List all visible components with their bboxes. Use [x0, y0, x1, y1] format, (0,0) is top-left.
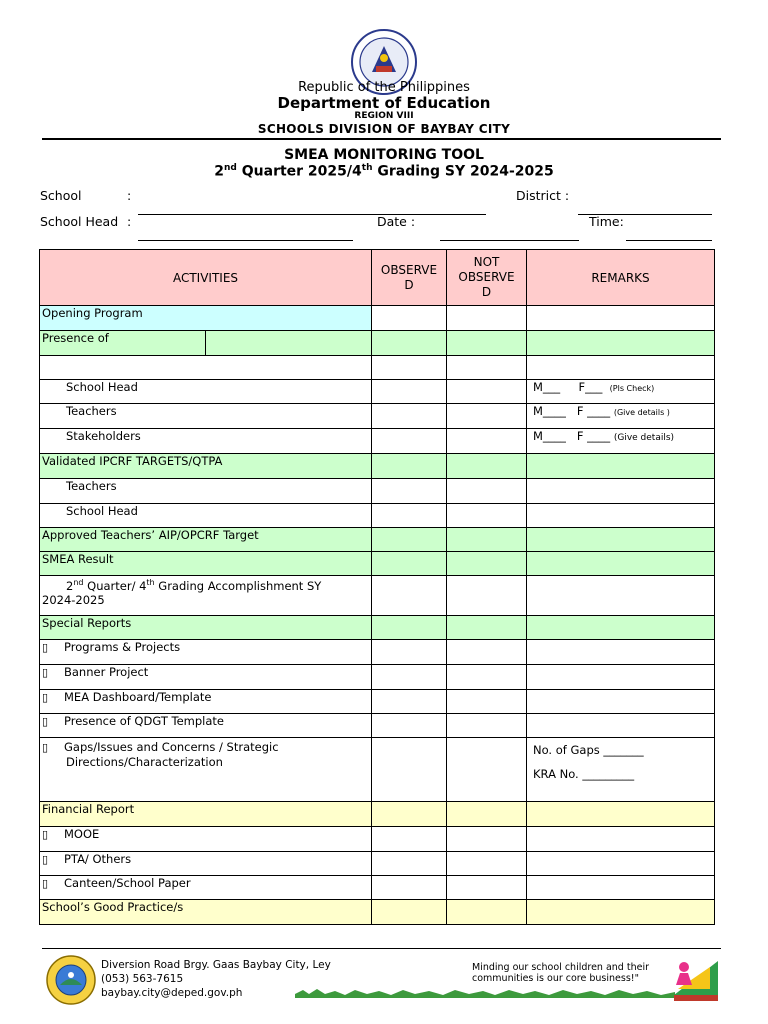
observed-cell[interactable] [372, 714, 447, 738]
observed-cell[interactable] [372, 876, 447, 900]
school-head-colon: : [127, 214, 132, 229]
header-republic: Republic of the Philippines [298, 80, 470, 95]
checkbox-icon: ▯ [42, 741, 49, 754]
footer-address: Diversion Road Brgy. Gaas Baybay City, Ley [101, 959, 331, 971]
district-label: District : [516, 188, 570, 203]
school-field[interactable] [138, 214, 486, 215]
remarks-cell[interactable] [527, 552, 715, 576]
remarks-cell[interactable] [527, 356, 715, 380]
not-observed-cell[interactable] [447, 616, 527, 640]
not-observed-cell[interactable] [447, 356, 527, 380]
table-row [40, 306, 715, 331]
table-row [40, 852, 715, 876]
not-observed-cell[interactable] [447, 576, 527, 616]
not-observed-cell[interactable] [447, 802, 527, 827]
observed-cell[interactable] [372, 552, 447, 576]
remarks-cell[interactable] [527, 504, 715, 528]
table-row [40, 331, 715, 356]
observed-cell[interactable] [372, 479, 447, 504]
remarks-cell[interactable] [527, 528, 715, 552]
table-row [40, 714, 715, 738]
row-qdgt-template: ▯ Presence of QDGT Template [40, 714, 372, 738]
row-mooe: ▯ MOOE [40, 827, 372, 852]
observed-cell[interactable] [372, 504, 447, 528]
remarks-cell[interactable] [527, 827, 715, 852]
time-label: Time: [589, 214, 624, 229]
not-observed-cell[interactable] [447, 827, 527, 852]
not-observed-cell[interactable] [447, 479, 527, 504]
remarks-cell[interactable] [527, 454, 715, 479]
not-observed-cell[interactable] [447, 640, 527, 665]
observed-cell[interactable] [372, 454, 447, 479]
not-observed-cell[interactable] [447, 429, 527, 454]
observed-cell[interactable] [372, 690, 447, 714]
remarks-stakeholders[interactable]: M____ F ____ (Give details) [527, 429, 715, 454]
row-validated-school-head: School Head [40, 504, 372, 528]
header-divider [42, 138, 721, 140]
school-head-field[interactable] [138, 240, 353, 241]
observed-cell[interactable] [372, 380, 447, 404]
date-label: Date : [377, 214, 416, 229]
observed-cell[interactable] [372, 900, 447, 925]
row-special-reports: Special Reports [40, 616, 372, 640]
observed-cell[interactable] [372, 429, 447, 454]
row-teachers: Teachers [40, 404, 372, 429]
row-good-practice: School’s Good Practice/s [40, 900, 372, 925]
not-observed-cell[interactable] [447, 331, 527, 356]
date-field[interactable] [440, 240, 579, 241]
remarks-cell[interactable] [527, 616, 715, 640]
header-division: SCHOOLS DIVISION OF BAYBAY CITY [257, 122, 511, 136]
not-observed-cell[interactable] [447, 852, 527, 876]
presence-of-blank [206, 331, 372, 356]
checkbox-icon: ▯ [42, 641, 49, 654]
grass-decoration-icon [295, 988, 675, 998]
footer-divider [42, 948, 721, 949]
table-row [40, 454, 715, 479]
checkbox-icon: ▯ [42, 666, 49, 679]
project-raise-logo-icon [670, 955, 722, 1003]
table-row [40, 690, 715, 714]
not-observed-cell[interactable] [447, 665, 527, 690]
observed-cell[interactable] [372, 640, 447, 665]
table-row [40, 528, 715, 552]
remarks-cell[interactable] [527, 479, 715, 504]
row-presence-of: Presence of [40, 331, 206, 356]
remarks-cell[interactable] [527, 876, 715, 900]
table-row [40, 552, 715, 576]
table-row [40, 380, 715, 404]
col-header-observed: OBSERVE D [372, 250, 447, 306]
not-observed-cell[interactable] [447, 404, 527, 429]
footer-phone: (053) 563-7615 [101, 973, 184, 985]
remarks-cell[interactable] [527, 802, 715, 827]
document-subtitle: 2nd Quarter 2025/4th Grading SY 2024-2025 [214, 163, 554, 180]
table-row [40, 665, 715, 690]
observed-cell[interactable] [372, 665, 447, 690]
row-financial-report: Financial Report [40, 802, 372, 827]
row-approved-aip: Approved Teachers’ AIP/OPCRF Target [40, 528, 372, 552]
remarks-cell[interactable] [527, 690, 715, 714]
blank-row-cell [40, 356, 372, 380]
remarks-cell[interactable] [527, 900, 715, 925]
checkbox-icon: ▯ [42, 877, 49, 890]
checkbox-icon: ▯ [42, 828, 49, 841]
row-stakeholders: Stakeholders [40, 429, 372, 454]
footer-motto: Minding our school children and their communities is our core business!" [472, 962, 649, 984]
smea-table [39, 249, 715, 925]
table-row [40, 738, 715, 802]
table-row [40, 404, 715, 429]
document-title: SMEA MONITORING TOOL [284, 147, 484, 163]
table-row [40, 576, 715, 616]
division-seal-icon [46, 955, 96, 1005]
col-header-activities: ACTIVITIES [40, 250, 372, 306]
row-smea-result: SMEA Result [40, 552, 372, 576]
observed-cell[interactable] [372, 738, 447, 802]
remarks-cell[interactable] [527, 714, 715, 738]
col-header-not-observed: NOT OBSERVE D [447, 250, 527, 306]
row-validated-teachers: Teachers [40, 479, 372, 504]
school-colon: : [127, 188, 132, 203]
not-observed-cell[interactable] [447, 900, 527, 925]
not-observed-cell[interactable] [447, 504, 527, 528]
checkbox-icon: ▯ [42, 853, 49, 866]
not-observed-cell[interactable] [447, 714, 527, 738]
table-row [40, 802, 715, 827]
school-head-label: School Head [40, 214, 119, 229]
not-observed-cell[interactable] [447, 552, 527, 576]
observed-cell[interactable] [372, 404, 447, 429]
time-field[interactable] [626, 240, 712, 241]
table-row [40, 640, 715, 665]
observed-cell[interactable] [372, 306, 447, 331]
checkbox-icon: ▯ [42, 691, 49, 704]
remarks-cell[interactable] [527, 665, 715, 690]
observed-cell[interactable] [372, 356, 447, 380]
not-observed-cell[interactable] [447, 306, 527, 331]
observed-cell[interactable] [372, 528, 447, 552]
observed-cell[interactable] [372, 616, 447, 640]
not-observed-cell[interactable] [447, 690, 527, 714]
row-opening-program: Opening Program [40, 306, 372, 331]
table-row [40, 479, 715, 504]
row-gaps-issues: ▯ Gaps/Issues and Concerns / Strategic Directions/Characterization [40, 738, 372, 802]
row-accomplishment: 2nd Quarter/ 4th Grading Accomplishment SY 2024-2025 [40, 576, 372, 616]
remarks-cell[interactable] [527, 852, 715, 876]
remarks-teachers[interactable]: M____ F ____ (Give details ) [527, 404, 715, 429]
row-canteen: ▯ Canteen/School Paper [40, 876, 372, 900]
remarks-cell[interactable] [527, 640, 715, 665]
remarks-cell[interactable] [527, 306, 715, 331]
observed-cell[interactable] [372, 331, 447, 356]
remarks-cell[interactable] [527, 576, 715, 616]
table-row [40, 827, 715, 852]
observed-cell[interactable] [372, 852, 447, 876]
not-observed-cell[interactable] [447, 876, 527, 900]
not-observed-cell[interactable] [447, 528, 527, 552]
footer-email[interactable]: baybay.city@deped.gov.ph [101, 987, 243, 999]
remarks-school-head[interactable]: M___ F___ (Pls Check) [527, 380, 715, 404]
not-observed-cell[interactable] [447, 380, 527, 404]
row-pta-others: ▯ PTA/ Others [40, 852, 372, 876]
header-department: Department of Education [277, 94, 491, 112]
row-validated-ipcrf: Validated IPCRF TARGETS/QTPA [40, 454, 372, 479]
observed-cell[interactable] [372, 802, 447, 827]
observed-cell[interactable] [372, 576, 447, 616]
observed-cell[interactable] [372, 827, 447, 852]
table-row [40, 876, 715, 900]
not-observed-cell[interactable] [447, 738, 527, 802]
remarks-cell[interactable] [527, 331, 715, 356]
header-region: REGION VIII [354, 111, 414, 121]
checkbox-icon: ▯ [42, 715, 49, 728]
not-observed-cell[interactable] [447, 454, 527, 479]
row-programs-projects: ▯ Programs & Projects [40, 640, 372, 665]
table-row [40, 900, 715, 925]
row-banner-project: ▯ Banner Project [40, 665, 372, 690]
row-mea-dashboard: ▯ MEA Dashboard/Template [40, 690, 372, 714]
table-row [40, 504, 715, 528]
row-school-head: School Head [40, 380, 372, 404]
table-row [40, 429, 715, 454]
table-row [40, 356, 715, 380]
remarks-gaps[interactable]: No. of Gaps _______ KRA No. _________ [527, 738, 715, 802]
table-row [40, 616, 715, 640]
col-header-remarks: REMARKS [527, 250, 715, 306]
school-label: School [40, 188, 82, 203]
